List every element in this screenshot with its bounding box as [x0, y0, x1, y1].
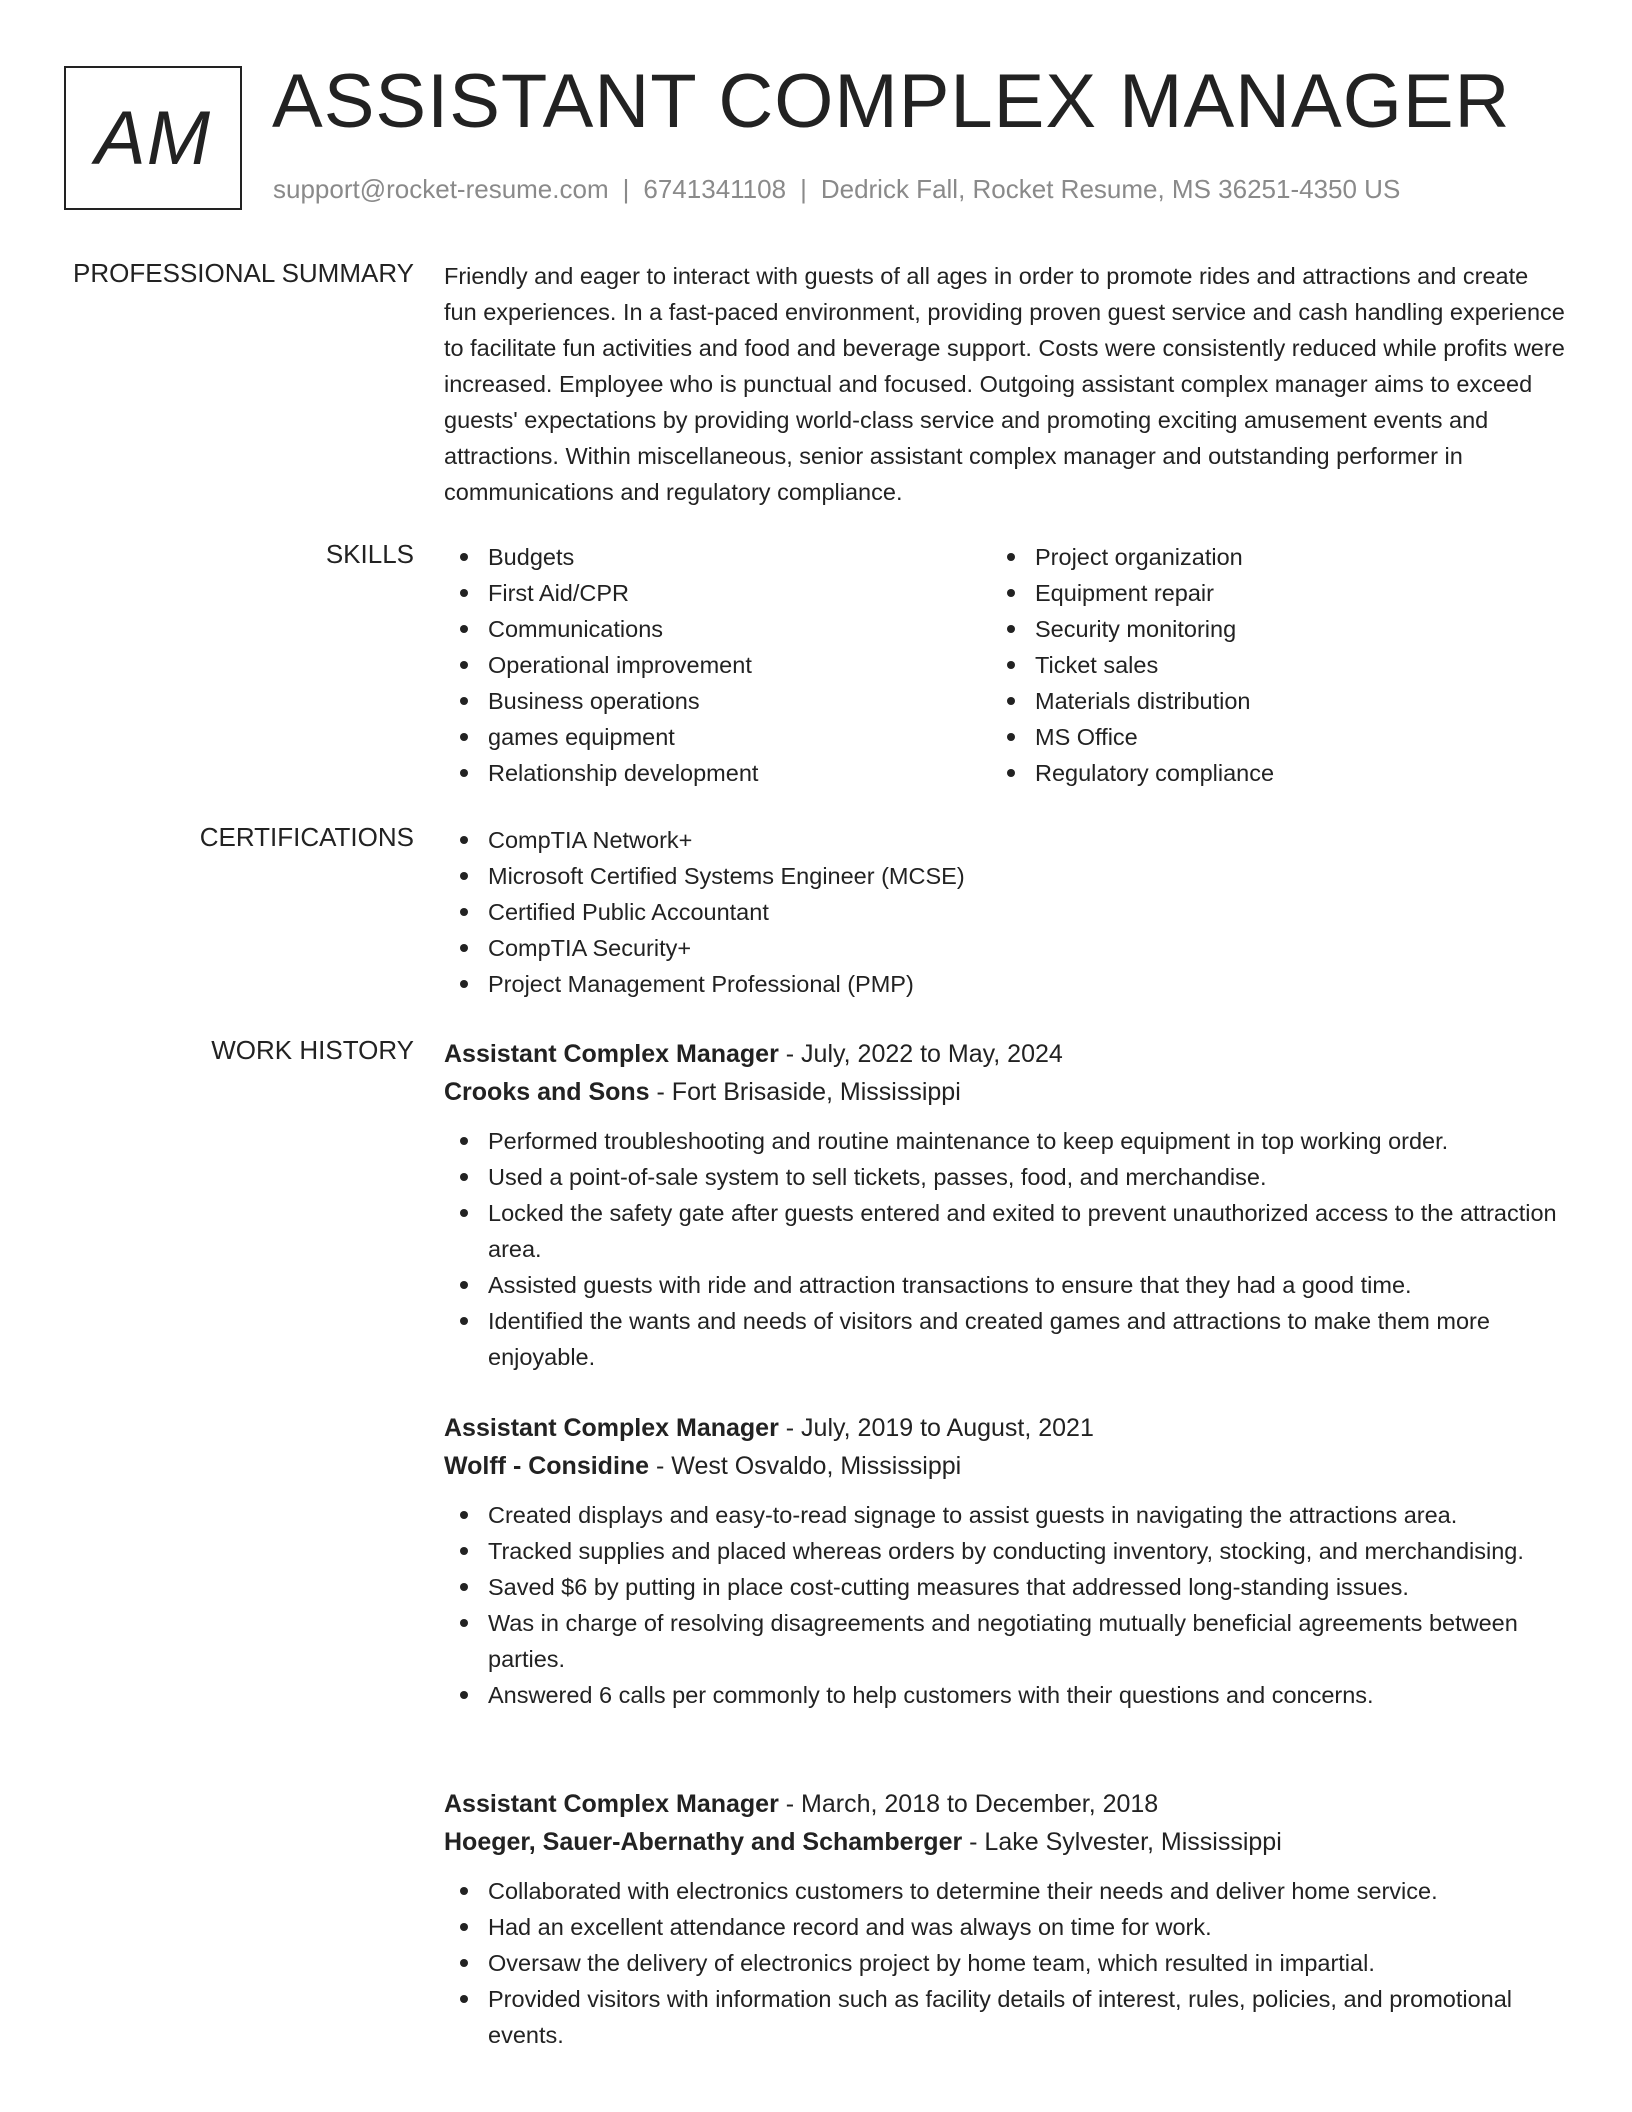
job-dates: - July, 2019 to August, 2021: [778, 1414, 1094, 1442]
job-company-line: [444, 1823, 1566, 1861]
job-dates: - July, 2022 to May, 2024: [778, 1040, 1063, 1068]
skill-item: Budgets: [444, 539, 991, 575]
job-bullet: Saved $6 by putting in place cost-cutting measures that addressed long-standing issues.: [444, 1569, 1566, 1605]
contact-email[interactable]: support@rocket-resume.com: [273, 174, 609, 204]
job-entry: [444, 1409, 1566, 1713]
job-bullet: Locked the safety gate after guests entered and exited to prevent unauthorized access to the attraction area.: [444, 1195, 1566, 1267]
job-bullet: Answered 6 calls per commonly to help customers with their questions and concerns.: [444, 1677, 1566, 1713]
job-company-line: [444, 1447, 1566, 1485]
certification-item: Certified Public Accountant: [444, 894, 1566, 930]
contact-separator: |: [622, 174, 630, 204]
job-title-line: [444, 1785, 1566, 1823]
skill-item: Regulatory compliance: [991, 755, 1538, 791]
job-company: Wolff - Considine: [444, 1452, 650, 1480]
skills-list-right: [991, 539, 1538, 791]
job-bullets: [444, 1497, 1566, 1713]
job-company: Crooks and Sons: [444, 1078, 650, 1106]
section-label-skills: SKILLS: [325, 539, 414, 569]
summary-text: Friendly and eager to interact with guests of all ages in order to promote rides and attractions and create fun experiences. In a fast-paced environment, providing proven guest service and cash handling experience to facilitate fun activities and food and beverage support. Costs were consistently reduced while profits were increased. Employee who is punctual and focused. Outgoing assistant complex manager aims to exceed guests' expectations by providing world-class service and promoting exciting amusement events and attractions. Within miscellaneous, senior assistant complex manager and outstanding performer in communications and regulatory compliance.: [444, 263, 1565, 505]
job-bullets: [444, 1873, 1566, 2053]
job-title: Assistant Complex Manager: [444, 1414, 779, 1442]
job-entry: [444, 1035, 1566, 1375]
resume-name-title: ASSISTANT COMPLEX MANAGER: [272, 59, 1511, 144]
job-entry: [444, 1785, 1566, 2053]
certifications-content: [444, 822, 1566, 1002]
section-label-work-history: WORK HISTORY: [211, 1035, 414, 1065]
skill-item: Project organization: [991, 539, 1538, 575]
skill-item: Equipment repair: [991, 575, 1538, 611]
contact-address: Dedrick Fall, Rocket Resume, MS 36251-4350 US: [820, 174, 1401, 204]
job-location: - West Osvaldo, Mississippi: [649, 1452, 962, 1480]
skill-item: Ticket sales: [991, 647, 1538, 683]
job-bullet: Oversaw the delivery of electronics project by home team, which resulted in impartial.: [444, 1945, 1566, 1981]
certification-item: Project Management Professional (PMP): [444, 966, 1566, 1002]
skill-item: Business operations: [444, 683, 991, 719]
job-bullet: Was in charge of resolving disagreements and negotiating mutually beneficial agreements between parties.: [444, 1605, 1566, 1677]
monogram-initials: AM: [64, 66, 242, 210]
skill-item: MS Office: [991, 719, 1538, 755]
job-bullet: Used a point-of-sale system to sell tickets, passes, food, and merchandise.: [444, 1159, 1566, 1195]
job-title-line: [444, 1035, 1566, 1073]
skill-item: First Aid/CPR: [444, 575, 991, 611]
skill-item: Relationship development: [444, 755, 991, 791]
skill-item: Operational improvement: [444, 647, 991, 683]
contact-phone[interactable]: 6741341108: [643, 174, 787, 204]
contact-line: [273, 174, 1400, 205]
section-label-certifications: CERTIFICATIONS: [199, 822, 414, 852]
job-bullet: Identified the wants and needs of visitors and created games and attractions to make them more enjoyable.: [444, 1303, 1566, 1375]
contact-separator: |: [800, 174, 807, 204]
job-dates: - March, 2018 to December, 2018: [778, 1790, 1159, 1818]
job-bullet: Provided visitors with information such as facility details of interest, rules, policies, and promotional events.: [444, 1981, 1566, 2053]
skills-list-left: [444, 539, 991, 791]
skills-grid: [444, 539, 1566, 791]
certifications-list: [444, 822, 1566, 1002]
certification-item: CompTIA Security+: [444, 930, 1566, 966]
certification-item: CompTIA Network+: [444, 822, 1566, 858]
job-bullet: Tracked supplies and placed whereas orders by conducting inventory, stocking, and merchandising.: [444, 1533, 1566, 1569]
job-company: Hoeger, Sauer-Abernathy and Schamberger: [444, 1828, 963, 1856]
skill-item: Security monitoring: [991, 611, 1538, 647]
skill-item: Materials distribution: [991, 683, 1538, 719]
certification-item: Microsoft Certified Systems Engineer (MCSE): [444, 858, 1566, 894]
job-company-line: [444, 1073, 1566, 1111]
job-bullet: Assisted guests with ride and attraction transactions to ensure that they had a good time.: [444, 1267, 1566, 1303]
job-location: - Fort Brisaside, Mississippi: [649, 1078, 961, 1106]
job-title: Assistant Complex Manager: [444, 1040, 779, 1068]
job-bullet: Had an excellent attendance record and was always on time for work.: [444, 1909, 1566, 1945]
skill-item: Communications: [444, 611, 991, 647]
job-location: - Lake Sylvester, Mississippi: [962, 1828, 1282, 1856]
job-title: Assistant Complex Manager: [444, 1790, 779, 1818]
job-title-line: [444, 1409, 1566, 1447]
job-bullet: Collaborated with electronics customers to determine their needs and deliver home service.: [444, 1873, 1566, 1909]
job-bullet: Created displays and easy-to-read signage to assist guests in navigating the attractions area.: [444, 1497, 1566, 1533]
job-bullets: [444, 1123, 1566, 1375]
section-label-summary: PROFESSIONAL SUMMARY: [73, 258, 414, 288]
job-bullet: Performed troubleshooting and routine maintenance to keep equipment in top working order.: [444, 1123, 1566, 1159]
skill-item: games equipment: [444, 719, 991, 755]
